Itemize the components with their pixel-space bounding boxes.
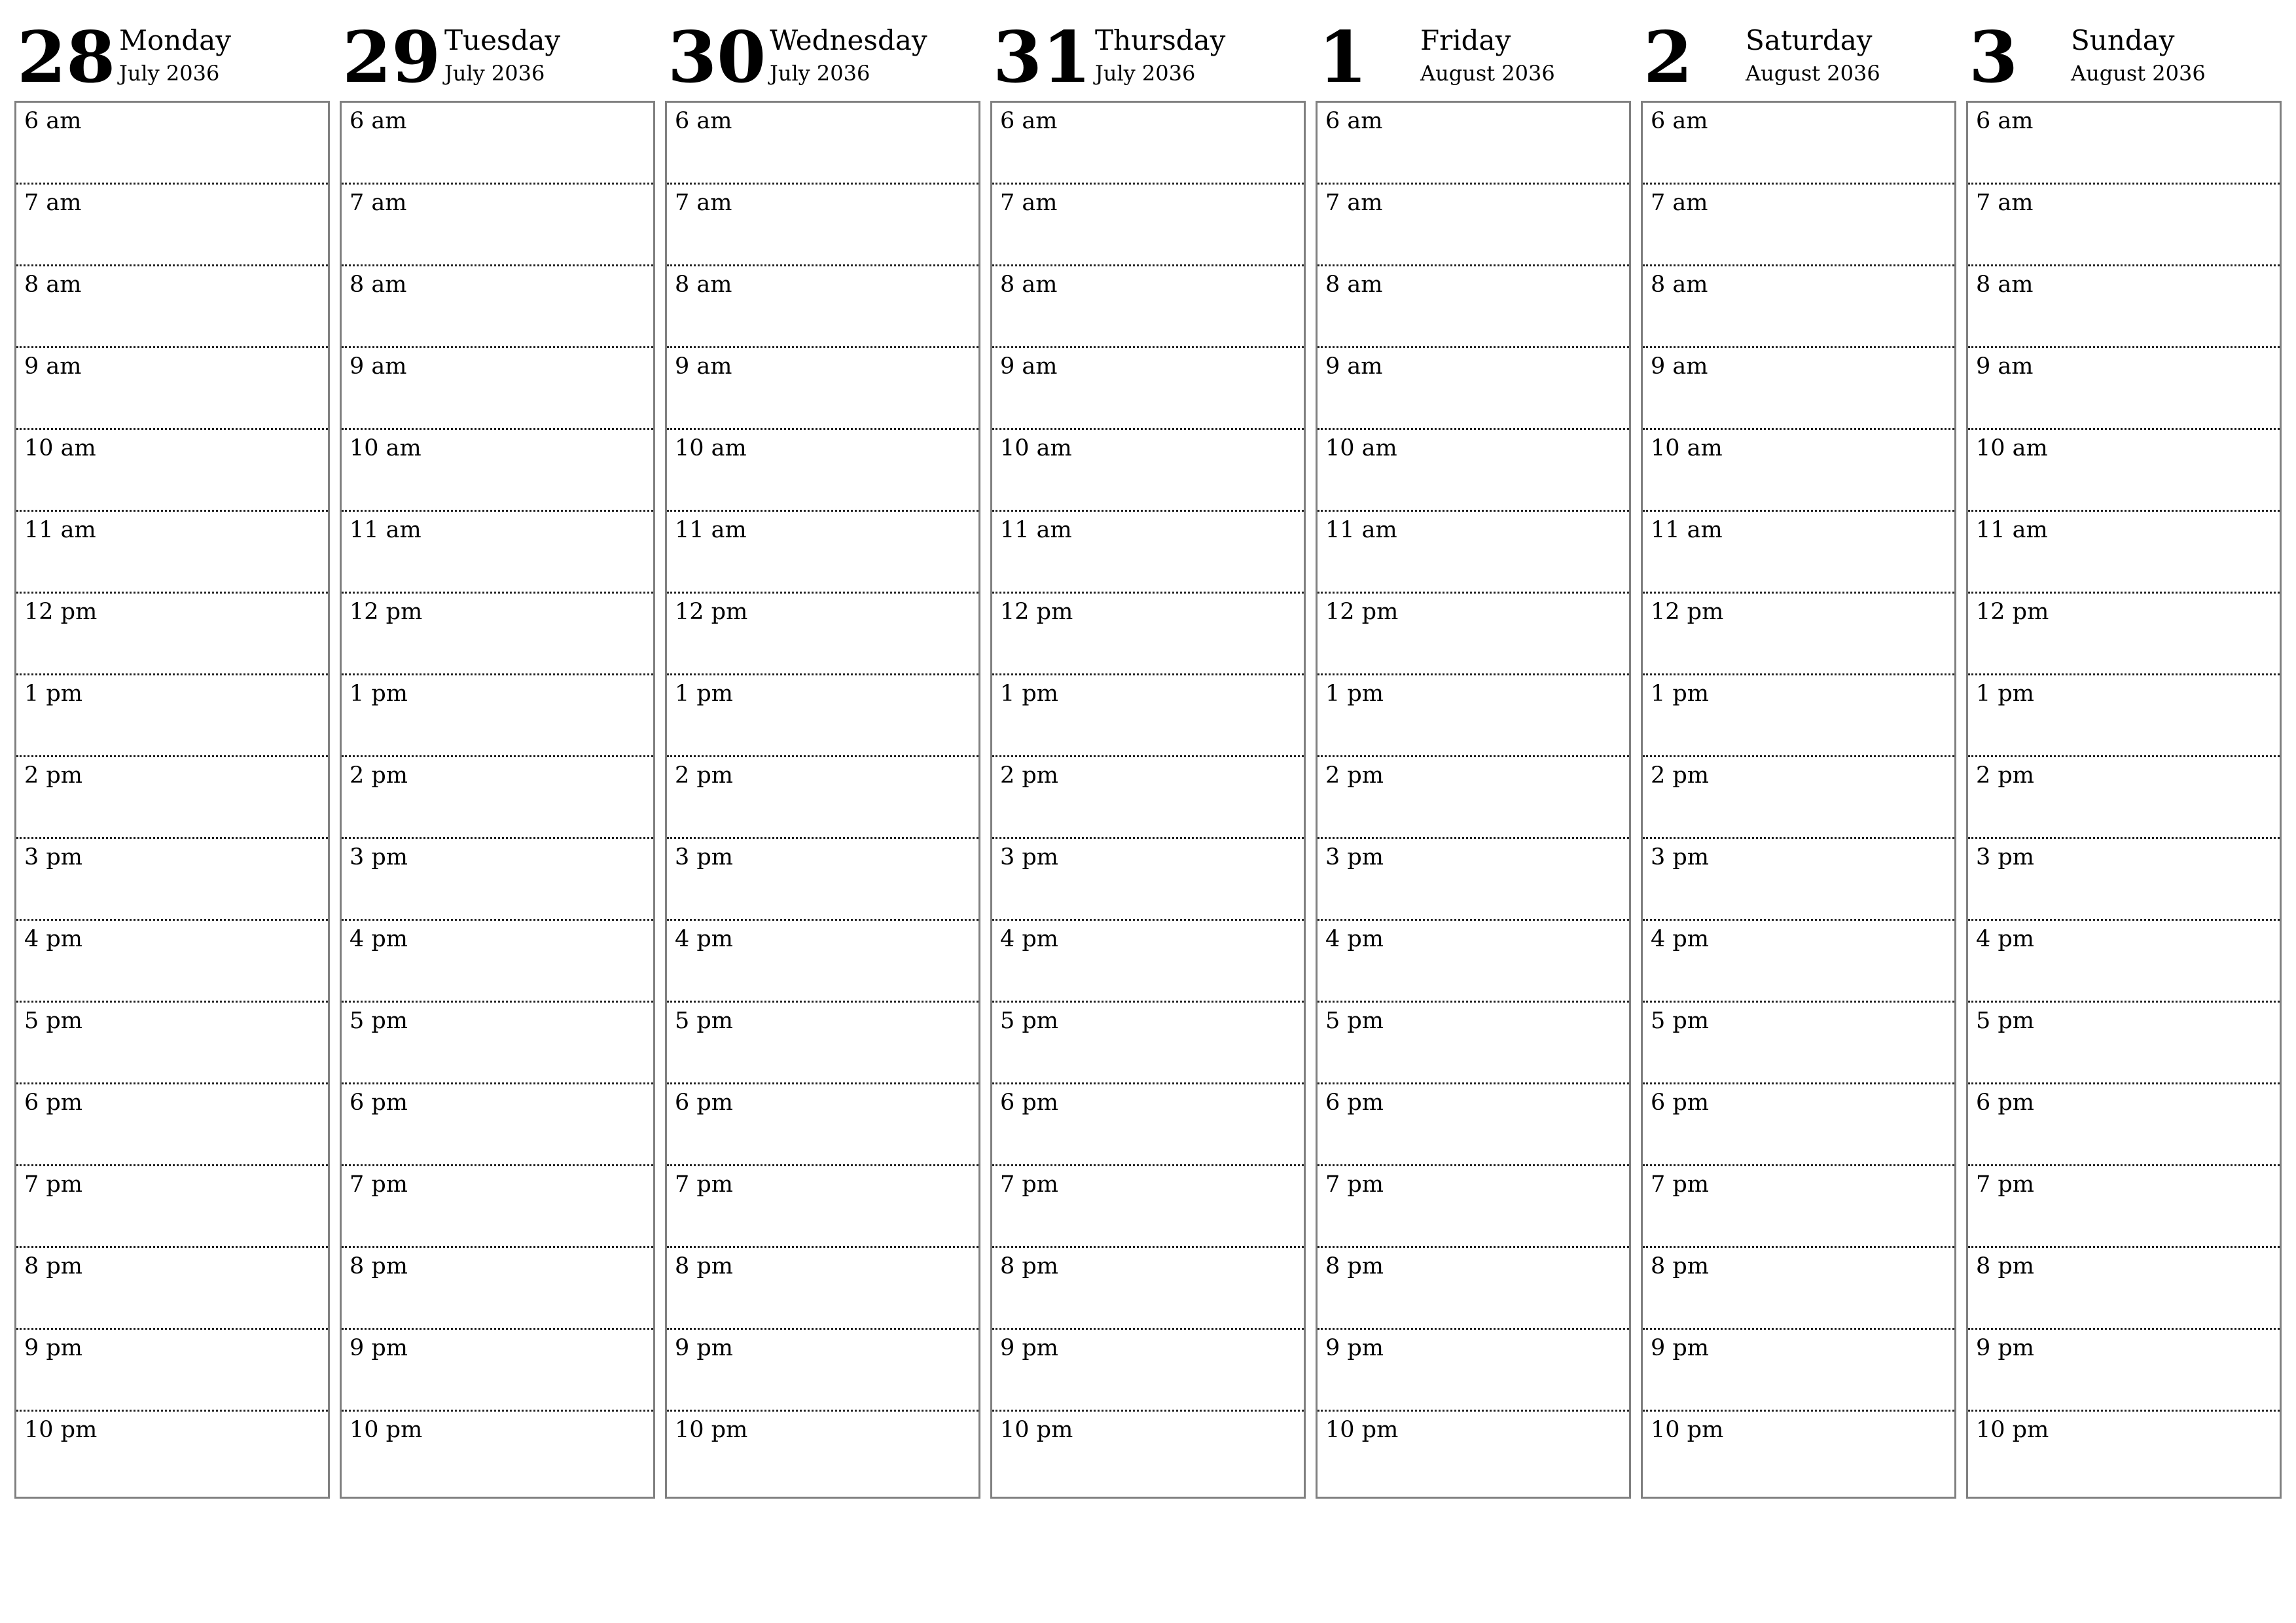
- hour-slot[interactable]: [992, 675, 1304, 757]
- hour-slot[interactable]: [1643, 185, 1954, 266]
- hour-slot[interactable]: [342, 266, 653, 348]
- hour-label: 10 pm: [1000, 1417, 1073, 1443]
- hour-label: 7 am: [24, 190, 82, 216]
- hour-label: 11 am: [1976, 517, 2048, 543]
- hour-label: 2 pm: [24, 762, 82, 789]
- hour-slot[interactable]: [667, 266, 978, 348]
- hour-slot[interactable]: [1968, 185, 2280, 266]
- hour-label: 11 am: [1325, 517, 1397, 543]
- hour-slot[interactable]: [1318, 1084, 1629, 1166]
- hour-label: 8 pm: [675, 1253, 733, 1279]
- hour-label: 6 am: [24, 108, 82, 134]
- day-weekday: Wednesday: [770, 24, 927, 56]
- hour-slot[interactable]: [1968, 348, 2280, 430]
- hour-slot[interactable]: [1968, 430, 2280, 512]
- day-header: [1316, 0, 1630, 98]
- hour-label: 8 am: [1000, 272, 1058, 298]
- hour-slot[interactable]: [1643, 103, 1954, 185]
- hour-slot[interactable]: [1643, 1084, 1954, 1166]
- hour-label: 8 am: [24, 272, 82, 298]
- hour-slot[interactable]: [667, 594, 978, 675]
- hour-label: 9 pm: [350, 1335, 408, 1361]
- day-weekday: Sunday: [2071, 24, 2175, 56]
- hour-label: 6 am: [1651, 108, 1708, 134]
- weekly-planner-days: [14, 0, 2282, 1505]
- day-number: 3: [1969, 16, 2018, 99]
- day-column: [1316, 0, 1630, 1499]
- hour-label: 6 pm: [350, 1090, 408, 1116]
- hour-slot[interactable]: [1643, 1248, 1954, 1330]
- hour-slot[interactable]: [16, 1330, 328, 1412]
- hour-slot[interactable]: [16, 103, 328, 185]
- day-header: [665, 0, 979, 98]
- hour-slot[interactable]: [1643, 839, 1954, 921]
- day-weekday: Saturday: [1746, 24, 1873, 56]
- day-schedule-box: [1316, 101, 1631, 1499]
- hour-slot[interactable]: [992, 1166, 1304, 1248]
- day-schedule-box: [14, 101, 330, 1499]
- hour-slot[interactable]: [667, 185, 978, 266]
- hour-slot[interactable]: [1318, 1003, 1629, 1084]
- hour-label: 3 pm: [1976, 844, 2034, 870]
- hour-label: 7 am: [1000, 190, 1058, 216]
- hour-slot[interactable]: [342, 594, 653, 675]
- hour-label: 3 pm: [675, 844, 733, 870]
- hour-label: 9 am: [24, 353, 82, 380]
- hour-slot[interactable]: [992, 348, 1304, 430]
- hour-label: 3 pm: [1000, 844, 1058, 870]
- hour-label: 10 am: [1325, 435, 1397, 461]
- hour-slot[interactable]: [992, 185, 1304, 266]
- hour-label: 5 pm: [1000, 1008, 1058, 1034]
- hour-slot[interactable]: [667, 1166, 978, 1248]
- hour-slot[interactable]: [1643, 921, 1954, 1003]
- hour-slot[interactable]: [667, 921, 978, 1003]
- day-weekday: Monday: [119, 24, 231, 56]
- hour-slot[interactable]: [342, 430, 653, 512]
- hour-slot[interactable]: [1968, 1166, 2280, 1248]
- hour-label: 7 pm: [675, 1171, 733, 1198]
- hour-label: 2 pm: [1000, 762, 1058, 789]
- hour-label: 8 pm: [1651, 1253, 1709, 1279]
- hour-slot[interactable]: [16, 1003, 328, 1084]
- hour-slot[interactable]: [1968, 675, 2280, 757]
- hour-label: 8 pm: [350, 1253, 408, 1279]
- hour-label: 11 am: [675, 517, 747, 543]
- hour-label: 3 pm: [24, 844, 82, 870]
- hour-slot[interactable]: [342, 675, 653, 757]
- hour-slot[interactable]: [342, 1248, 653, 1330]
- hour-slot[interactable]: [1318, 1166, 1629, 1248]
- day-column: [1966, 0, 2280, 1499]
- hour-label: 6 pm: [1651, 1090, 1709, 1116]
- hour-label: 10 am: [1000, 435, 1072, 461]
- hour-label: 6 am: [675, 108, 732, 134]
- day-column: [665, 0, 979, 1499]
- hour-label: 8 am: [350, 272, 407, 298]
- hour-label: 7 pm: [1651, 1171, 1709, 1198]
- hour-label: 9 pm: [675, 1335, 733, 1361]
- day-weekday: Tuesday: [444, 24, 561, 56]
- day-column: [1641, 0, 1955, 1499]
- hour-slot[interactable]: [1643, 1412, 1954, 1493]
- hour-slot[interactable]: [1968, 839, 2280, 921]
- day-weekday: Friday: [1420, 24, 1511, 56]
- hour-label: 7 am: [1976, 190, 2034, 216]
- hour-slot[interactable]: [667, 430, 978, 512]
- hour-label: 1 pm: [350, 681, 408, 707]
- hour-slot[interactable]: [1318, 266, 1629, 348]
- day-header: [1966, 0, 2280, 98]
- hour-slot[interactable]: [1318, 594, 1629, 675]
- hour-label: 9 am: [350, 353, 407, 380]
- hour-slot[interactable]: [16, 348, 328, 430]
- hour-label: 6 pm: [1000, 1090, 1058, 1116]
- hour-slot[interactable]: [342, 757, 653, 839]
- hour-slot[interactable]: [16, 921, 328, 1003]
- hour-slot[interactable]: [342, 1003, 653, 1084]
- day-month-year: July 2036: [770, 61, 870, 86]
- hour-slot[interactable]: [1643, 348, 1954, 430]
- hour-slot[interactable]: [667, 1003, 978, 1084]
- hour-label: 10 pm: [675, 1417, 748, 1443]
- hour-slot[interactable]: [1968, 1248, 2280, 1330]
- hour-label: 11 am: [1651, 517, 1723, 543]
- hour-slot[interactable]: [342, 348, 653, 430]
- hour-slot[interactable]: [16, 512, 328, 594]
- day-number: 28: [17, 16, 116, 99]
- hour-slot[interactable]: [992, 1412, 1304, 1493]
- hour-slot[interactable]: [342, 1166, 653, 1248]
- hour-label: 11 am: [350, 517, 422, 543]
- hour-label: 1 pm: [675, 681, 733, 707]
- hour-slot[interactable]: [1968, 1003, 2280, 1084]
- hour-label: 5 pm: [675, 1008, 733, 1034]
- hour-label: 9 pm: [1976, 1335, 2034, 1361]
- hour-slot[interactable]: [16, 1412, 328, 1493]
- hour-slot[interactable]: [667, 103, 978, 185]
- hour-slot[interactable]: [1643, 594, 1954, 675]
- hour-slot[interactable]: [992, 839, 1304, 921]
- day-weekday: Thursday: [1095, 24, 1226, 56]
- hour-slot[interactable]: [667, 675, 978, 757]
- hour-label: 7 pm: [350, 1171, 408, 1198]
- day-number: 31: [993, 16, 1092, 99]
- day-month-year: August 2036: [2071, 61, 2206, 86]
- hour-slot[interactable]: [992, 512, 1304, 594]
- hour-slot[interactable]: [1643, 675, 1954, 757]
- hour-slot[interactable]: [16, 594, 328, 675]
- hour-slot[interactable]: [16, 1084, 328, 1166]
- hour-label: 9 pm: [1000, 1335, 1058, 1361]
- hour-label: 9 am: [1651, 353, 1708, 380]
- hour-slot[interactable]: [342, 1330, 653, 1412]
- hour-label: 7 pm: [1976, 1171, 2034, 1198]
- hour-slot[interactable]: [1318, 185, 1629, 266]
- hour-slot[interactable]: [992, 1248, 1304, 1330]
- hour-label: 7 am: [350, 190, 407, 216]
- hour-label: 7 pm: [1000, 1171, 1058, 1198]
- hour-label: 6 pm: [1976, 1090, 2034, 1116]
- hour-label: 7 am: [675, 190, 732, 216]
- hour-slot[interactable]: [992, 757, 1304, 839]
- day-month-year: August 2036: [1746, 61, 1880, 86]
- hour-label: 3 pm: [350, 844, 408, 870]
- hour-label: 9 pm: [1651, 1335, 1709, 1361]
- day-month-year: July 2036: [119, 61, 220, 86]
- day-month-year: August 2036: [1420, 61, 1555, 86]
- hour-label: 8 am: [675, 272, 732, 298]
- hour-slot[interactable]: [667, 757, 978, 839]
- hour-label: 1 pm: [1000, 681, 1058, 707]
- hour-label: 6 am: [1976, 108, 2034, 134]
- day-number: 30: [668, 16, 766, 99]
- hour-slot[interactable]: [1318, 839, 1629, 921]
- hour-slot[interactable]: [1318, 1330, 1629, 1412]
- hour-label: 10 pm: [1976, 1417, 2049, 1443]
- day-number: 29: [342, 16, 441, 99]
- hour-label: 7 pm: [1325, 1171, 1384, 1198]
- hour-label: 3 pm: [1651, 844, 1709, 870]
- hour-label: 5 pm: [1651, 1008, 1709, 1034]
- hour-label: 10 am: [24, 435, 96, 461]
- hour-label: 2 pm: [675, 762, 733, 789]
- hour-slot[interactable]: [667, 1412, 978, 1493]
- hour-label: 7 am: [1651, 190, 1708, 216]
- hour-label: 8 pm: [1325, 1253, 1384, 1279]
- hour-slot[interactable]: [342, 185, 653, 266]
- hour-label: 9 am: [1976, 353, 2034, 380]
- hour-label: 8 am: [1325, 272, 1383, 298]
- hour-label: 11 am: [24, 517, 96, 543]
- hour-slot[interactable]: [1318, 921, 1629, 1003]
- hour-slot[interactable]: [992, 430, 1304, 512]
- hour-label: 6 pm: [24, 1090, 82, 1116]
- hour-slot[interactable]: [342, 1084, 653, 1166]
- hour-label: 12 pm: [1976, 599, 2049, 625]
- hour-label: 8 pm: [24, 1253, 82, 1279]
- hour-slot[interactable]: [342, 512, 653, 594]
- day-header: [14, 0, 329, 98]
- hour-slot[interactable]: [16, 757, 328, 839]
- hour-label: 4 pm: [1000, 926, 1058, 952]
- hour-slot[interactable]: [1968, 757, 2280, 839]
- hour-slot[interactable]: [1643, 757, 1954, 839]
- hour-label: 10 pm: [24, 1417, 98, 1443]
- hour-slot[interactable]: [342, 1412, 653, 1493]
- hour-slot[interactable]: [1968, 594, 2280, 675]
- hour-label: 10 am: [1976, 435, 2048, 461]
- hour-slot[interactable]: [1643, 1003, 1954, 1084]
- hour-slot[interactable]: [992, 921, 1304, 1003]
- hour-label: 7 am: [1325, 190, 1383, 216]
- hour-slot[interactable]: [1968, 921, 2280, 1003]
- hour-slot[interactable]: [667, 512, 978, 594]
- hour-label: 1 pm: [1325, 681, 1384, 707]
- hour-slot[interactable]: [1643, 1330, 1954, 1412]
- hour-label: 10 am: [1651, 435, 1723, 461]
- hour-slot[interactable]: [1318, 103, 1629, 185]
- day-month-year: July 2036: [444, 61, 545, 86]
- hour-slot[interactable]: [16, 675, 328, 757]
- day-number: 2: [1643, 16, 1693, 99]
- hour-label: 9 am: [675, 353, 732, 380]
- hour-label: 4 pm: [1976, 926, 2034, 952]
- hour-label: 9 pm: [1325, 1335, 1384, 1361]
- hour-slot[interactable]: [342, 839, 653, 921]
- hour-label: 5 pm: [1325, 1008, 1384, 1034]
- day-schedule-box: [665, 101, 980, 1499]
- hour-label: 4 pm: [24, 926, 82, 952]
- hour-label: 7 pm: [24, 1171, 82, 1198]
- hour-slot[interactable]: [1318, 757, 1629, 839]
- hour-label: 6 am: [1325, 108, 1383, 134]
- hour-label: 12 pm: [1000, 599, 1073, 625]
- hour-slot[interactable]: [1318, 1248, 1629, 1330]
- day-schedule-box: [1966, 101, 2282, 1499]
- hour-slot[interactable]: [992, 1084, 1304, 1166]
- hour-label: 10 pm: [1651, 1417, 1724, 1443]
- hour-slot[interactable]: [667, 1330, 978, 1412]
- hour-slot[interactable]: [16, 185, 328, 266]
- hour-label: 4 pm: [1325, 926, 1384, 952]
- hour-label: 10 am: [350, 435, 422, 461]
- hour-label: 12 pm: [1325, 599, 1399, 625]
- day-schedule-box: [990, 101, 1306, 1499]
- hour-label: 5 pm: [350, 1008, 408, 1034]
- hour-slot[interactable]: [667, 839, 978, 921]
- day-column: [340, 0, 654, 1499]
- hour-slot[interactable]: [16, 839, 328, 921]
- hour-label: 2 pm: [1651, 762, 1709, 789]
- hour-slot[interactable]: [667, 1248, 978, 1330]
- day-schedule-box: [1641, 101, 1956, 1499]
- hour-label: 6 am: [1000, 108, 1058, 134]
- hour-slot[interactable]: [1968, 512, 2280, 594]
- hour-label: 10 pm: [350, 1417, 423, 1443]
- hour-slot[interactable]: [1968, 1084, 2280, 1166]
- day-header: [1641, 0, 1955, 98]
- hour-label: 2 pm: [350, 762, 408, 789]
- hour-slot[interactable]: [667, 348, 978, 430]
- hour-slot[interactable]: [1318, 512, 1629, 594]
- day-column: [990, 0, 1304, 1499]
- hour-slot[interactable]: [16, 1166, 328, 1248]
- hour-label: 6 pm: [1325, 1090, 1384, 1116]
- hour-slot[interactable]: [1318, 348, 1629, 430]
- day-number: 1: [1318, 16, 1368, 99]
- hour-slot[interactable]: [667, 1084, 978, 1166]
- day-schedule-box: [340, 101, 655, 1499]
- hour-slot[interactable]: [1643, 512, 1954, 594]
- hour-slot[interactable]: [992, 1003, 1304, 1084]
- hour-label: 9 am: [1000, 353, 1058, 380]
- hour-slot[interactable]: [992, 266, 1304, 348]
- hour-slot[interactable]: [1968, 266, 2280, 348]
- hour-slot[interactable]: [342, 103, 653, 185]
- hour-label: 8 pm: [1976, 1253, 2034, 1279]
- day-header: [340, 0, 654, 98]
- hour-label: 3 pm: [1325, 844, 1384, 870]
- day-header: [990, 0, 1304, 98]
- hour-label: 2 pm: [1976, 762, 2034, 789]
- day-month-year: July 2036: [1095, 61, 1196, 86]
- hour-label: 12 pm: [350, 599, 423, 625]
- hour-label: 5 pm: [24, 1008, 82, 1034]
- hour-slot[interactable]: [1643, 266, 1954, 348]
- hour-label: 8 am: [1651, 272, 1708, 298]
- hour-slot[interactable]: [992, 103, 1304, 185]
- hour-slot[interactable]: [1968, 1412, 2280, 1493]
- hour-label: 12 pm: [24, 599, 98, 625]
- hour-label: 11 am: [1000, 517, 1072, 543]
- hour-label: 1 pm: [1651, 681, 1709, 707]
- hour-slot[interactable]: [1318, 1412, 1629, 1493]
- hour-slot[interactable]: [342, 921, 653, 1003]
- hour-label: 8 am: [1976, 272, 2034, 298]
- hour-slot[interactable]: [16, 266, 328, 348]
- hour-slot[interactable]: [992, 594, 1304, 675]
- hour-label: 12 pm: [1651, 599, 1724, 625]
- hour-slot[interactable]: [16, 1248, 328, 1330]
- hour-label: 1 pm: [24, 681, 82, 707]
- hour-label: 4 pm: [675, 926, 733, 952]
- hour-label: 9 pm: [24, 1335, 82, 1361]
- hour-label: 10 am: [675, 435, 747, 461]
- hour-label: 6 am: [350, 108, 407, 134]
- hour-slot[interactable]: [1643, 430, 1954, 512]
- hour-label: 6 pm: [675, 1090, 733, 1116]
- hour-label: 8 pm: [1000, 1253, 1058, 1279]
- hour-slot[interactable]: [16, 430, 328, 512]
- hour-label: 4 pm: [350, 926, 408, 952]
- hour-slot[interactable]: [1318, 430, 1629, 512]
- hour-label: 9 am: [1325, 353, 1383, 380]
- day-column: [14, 0, 329, 1499]
- hour-slot[interactable]: [1968, 1330, 2280, 1412]
- hour-label: 12 pm: [675, 599, 748, 625]
- hour-slot[interactable]: [1318, 675, 1629, 757]
- hour-label: 1 pm: [1976, 681, 2034, 707]
- hour-slot[interactable]: [1968, 103, 2280, 185]
- hour-label: 5 pm: [1976, 1008, 2034, 1034]
- hour-label: 10 pm: [1325, 1417, 1399, 1443]
- hour-label: 4 pm: [1651, 926, 1709, 952]
- hour-slot[interactable]: [992, 1330, 1304, 1412]
- hour-label: 2 pm: [1325, 762, 1384, 789]
- hour-slot[interactable]: [1643, 1166, 1954, 1248]
